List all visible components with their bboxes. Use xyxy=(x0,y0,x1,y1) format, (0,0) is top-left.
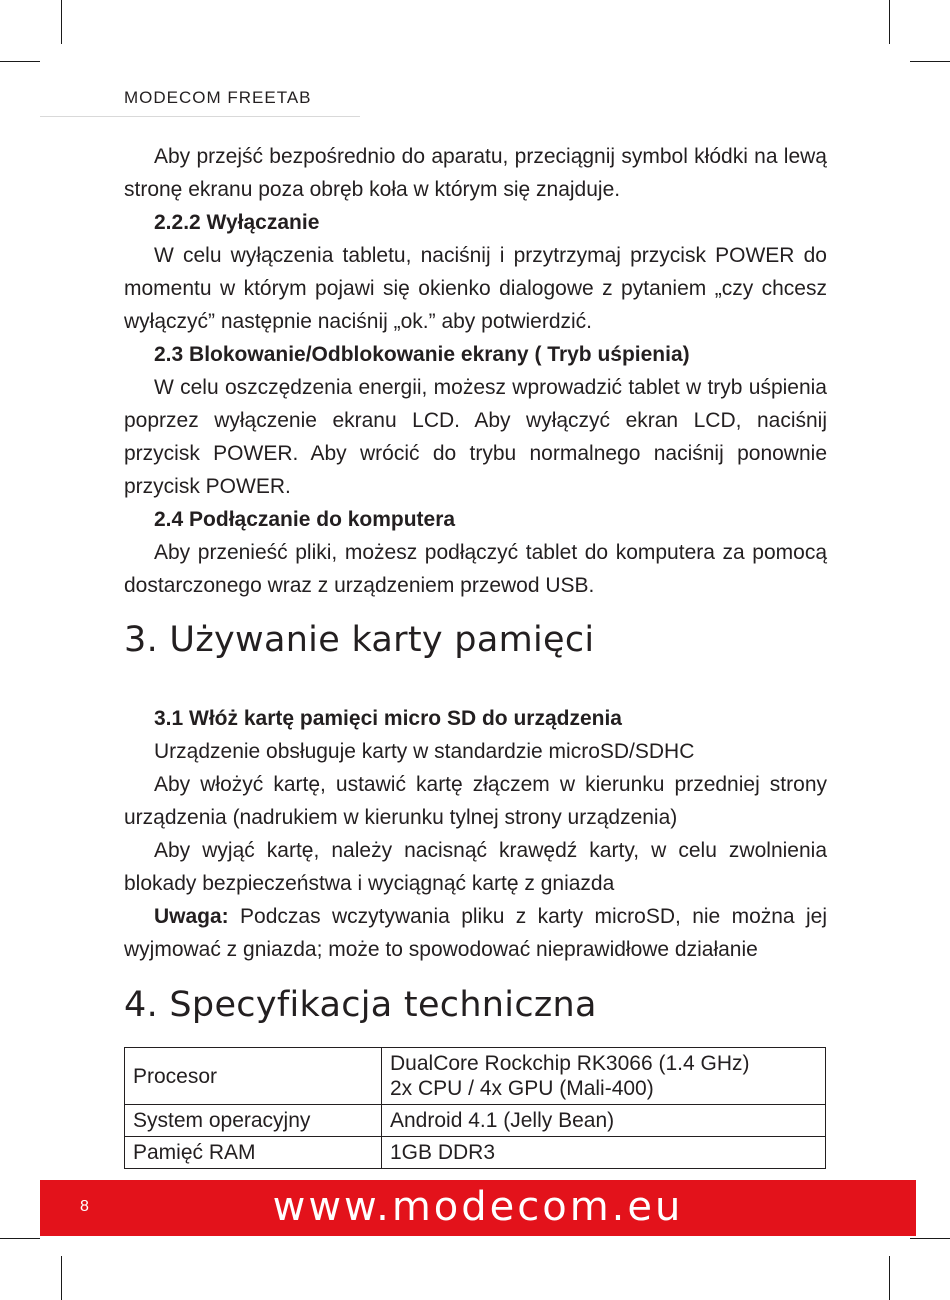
crop-mark xyxy=(889,0,890,44)
paragraph-power-off: W celu wyłączenia tabletu, naciśnij i przytrzymaj przycisk POWER do momentu w którym pojawi się okienko dialogowe z pytaniem „czy chcesz wyłączyć” następnie naciśnij „ok.” aby potwierdzić. xyxy=(124,244,827,333)
footer-bar xyxy=(40,1180,916,1236)
page-content xyxy=(124,140,827,1169)
paragraph-camera: Aby przejść bezpośrednio do aparatu, przeciągnij symbol kłódki na lewą stronę ekranu poza obręb koła w którym się znajduje. xyxy=(124,145,827,201)
subheading-sleep-mode: 2.3 Blokowanie/Odblokowanie ekrany ( Tryb uśpienia) xyxy=(154,343,690,366)
section-heading-specification: 4. Specyfikacja techniczna xyxy=(124,985,597,1025)
page-number: 8 xyxy=(80,1198,89,1215)
spec-key: System operacyjny xyxy=(125,1105,382,1137)
spec-key: Pamięć RAM xyxy=(125,1137,382,1169)
table-row xyxy=(125,1137,826,1169)
header-divider xyxy=(40,116,360,117)
section-heading-memory-card: 3. Używanie karty pamięci xyxy=(124,620,595,660)
crop-mark xyxy=(61,1256,62,1300)
paragraph-card-standard: Urządzenie obsługuje karty w standardzie microSD/SDHC xyxy=(154,740,695,763)
running-header: MODECOM FREETAB xyxy=(124,88,312,107)
note-text: Podczas wczytywania pliku z karty microSD, nie można jej wyjmować z gniazda; może to spowodować nieprawidłowe działanie xyxy=(124,905,827,961)
paragraph-computer-connection: Aby przenieść pliki, możesz podłączyć tablet do komputera za pomocą dostarczonego wraz z urządzeniem przewod USB. xyxy=(124,541,827,597)
paragraph-sleep-mode: W celu oszczędzenia energii, możesz wprowadzić tablet w tryb uśpienia poprzez wyłączenie ekranu LCD. Aby wyłączyć ekran LCD, naciśnij przycisk POWER. Aby wrócić do trybu normalnego naciśnij ponownie przycisk POWER. xyxy=(124,376,827,498)
spec-value-line: DualCore Rockchip RK3066 (1.4 GHz) xyxy=(390,1052,750,1075)
spec-value: Android 4.1 (Jelly Bean) xyxy=(382,1105,826,1137)
spec-table xyxy=(124,1047,826,1169)
website-url: www.modecom.eu xyxy=(272,1184,684,1230)
crop-mark xyxy=(61,0,62,44)
paragraph-card-remove: Aby wyjąć kartę, należy nacisnąć krawędź karty, w celu zwolnienia blokady bezpieczeństwa i wyciągnąć kartę z gniazda xyxy=(124,839,827,895)
spec-value-line: 2x CPU / 4x GPU (Mali-400) xyxy=(390,1077,654,1100)
spec-key: Procesor xyxy=(125,1048,382,1105)
paragraph-card-insert: Aby włożyć kartę, ustawić kartę złączem w kierunku przedniej strony urządzenia (nadrukiem w kierunku tylnej strony urządzenia) xyxy=(124,773,827,829)
crop-mark xyxy=(910,61,950,62)
spec-value: 1GB DDR3 xyxy=(382,1137,826,1169)
paragraph-note xyxy=(124,900,827,966)
spec-value xyxy=(382,1048,826,1105)
crop-mark xyxy=(889,1256,890,1300)
table-row xyxy=(125,1048,826,1105)
subheading-insert-card: 3.1 Włóż kartę pamięci micro SD do urządzenia xyxy=(154,707,622,730)
crop-mark xyxy=(0,1238,40,1239)
crop-mark xyxy=(910,1238,950,1239)
subheading-power-off: 2.2.2 Wyłączanie xyxy=(154,211,320,234)
subheading-computer-connection: 2.4 Podłączanie do komputera xyxy=(154,508,456,531)
table-row xyxy=(125,1105,826,1137)
note-label: Uwaga: xyxy=(154,905,229,928)
crop-mark xyxy=(0,61,40,62)
